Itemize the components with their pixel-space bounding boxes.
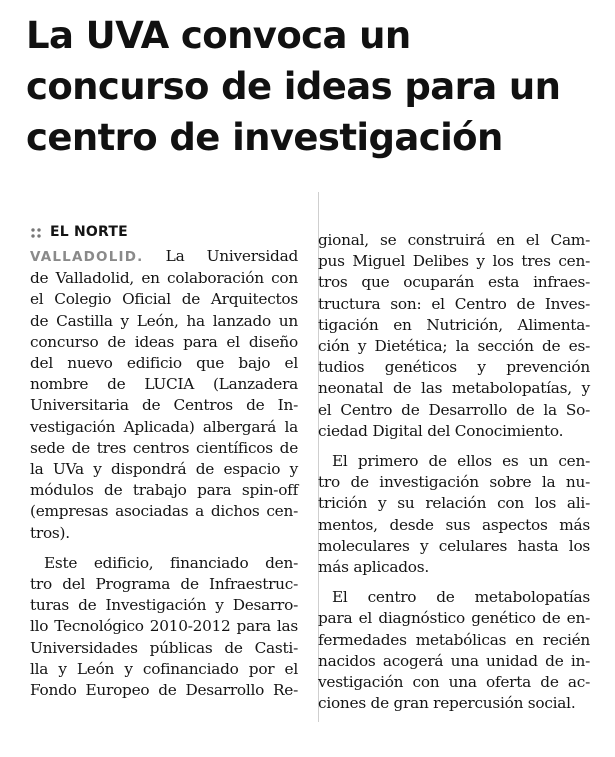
text-line: nacidos acogerá una unidad de in- <box>318 651 590 670</box>
text-line: tro de investigación sobre la nu- <box>318 473 590 492</box>
text-line: vestigación con una oferta de ac- <box>318 673 590 692</box>
text-line: Universidades públicas de Casti- <box>30 638 298 657</box>
text-line: moleculares y celulares hasta los <box>318 536 590 555</box>
text-line: lla y León y cofinanciado por el <box>30 659 298 678</box>
text-line: el Centro de Desarrollo de la So- <box>318 400 590 419</box>
text-line: la UVa y dispondrá de espacio y <box>30 460 298 479</box>
headline-line: centro de investigación <box>26 116 503 159</box>
text-line: llo Tecnológico 2010-2012 para las <box>30 617 298 636</box>
text-line: (empresas asociadas a dichos cen- <box>30 502 298 521</box>
text-line: tigación en Nutrición, Alimenta- <box>318 315 590 334</box>
dateline: VALLADOLID. <box>30 249 144 265</box>
text-line: ciones de gran repercusión social. <box>318 694 576 713</box>
text-line: del nuevo edificio que bajo el <box>30 354 298 373</box>
dots-icon <box>30 227 42 239</box>
text-line: de Valladolid, en colaboración con <box>30 269 298 288</box>
text-line: ciedad Digital del Conocimiento. <box>318 421 564 440</box>
text-line: para el diagnóstico genético de en- <box>318 609 590 628</box>
text-line: neonatal de las metabolopatías, y <box>318 379 590 398</box>
text-line: módulos de trabajo para spin-off <box>30 481 298 500</box>
text-line: turas de Investigación y Desarro- <box>30 596 298 615</box>
text-line: VALLADOLID. La Universidad <box>30 247 298 265</box>
text-line: tros que ocuparán esta infraes- <box>318 273 590 292</box>
text-line: gional, se construirá en el Cam- <box>318 231 590 249</box>
headline-line: La UVA convoca un <box>26 14 411 57</box>
article-column-left <box>30 222 298 701</box>
text-line: Universitaria de Centros de In- <box>30 396 298 415</box>
headline-line: concurso de ideas para un <box>26 65 561 108</box>
text-line: pus Miguel Delibes y los tres cen- <box>318 252 590 271</box>
text-line: sede de tres centros científicos de <box>30 438 298 457</box>
text-line: Este edificio, financiado den- <box>44 553 298 572</box>
text-line: Fondo Europeo de Desarrollo Re- <box>30 681 298 700</box>
byline-source: EL NORTE <box>50 224 128 241</box>
text-line: más aplicados. <box>318 558 429 577</box>
text-line: mentos, desde sus aspectos más <box>318 515 590 534</box>
text-line: tro del Programa de Infraestruc- <box>30 575 298 594</box>
headline <box>26 10 601 163</box>
text-line: fermedades metabólicas en recién <box>318 630 590 649</box>
text-line: tudios genéticos y prevención <box>318 358 590 377</box>
text-line: ción y Dietética; la sección de es- <box>318 337 590 356</box>
text-line: trición y su relación con los ali- <box>318 494 590 513</box>
text-line: concurso de ideas para el diseño <box>30 332 298 351</box>
text-line: El primero de ellos es un cen- <box>332 452 590 471</box>
text-line: vestigación Aplicada) albergará la <box>30 417 298 436</box>
text-line: nombre de LUCIA (Lanzadera <box>30 375 298 394</box>
byline <box>30 222 298 244</box>
article-column-right <box>318 230 590 714</box>
text-line: tros). <box>30 523 70 542</box>
text-line: de Castilla y León, ha lanzado un <box>30 311 298 330</box>
text-line: El centro de metabolopatías <box>332 588 590 607</box>
text-line: tructura son: el Centro de Inves- <box>318 294 590 313</box>
text-line: el Colegio Oficial de Arquitectos <box>30 290 298 309</box>
